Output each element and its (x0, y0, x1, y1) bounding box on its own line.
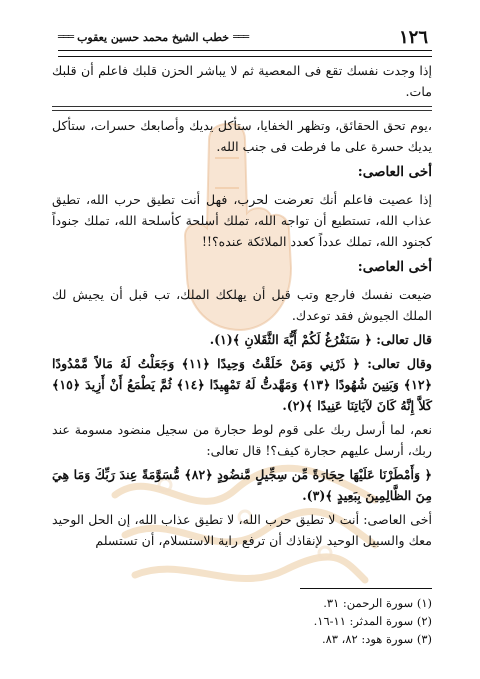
quran-verse: قال تعالى: ﴿ سَنَفْرُغُ لَكُمْ أَيُّهَ الثَّقَلانِ ﴾(١). (209, 332, 432, 347)
paragraph: إذا وجدت نفسك تقع فى المعصية ثم لا يباشر الحزن قلبك فاعلم أن قلبك مات. (52, 63, 432, 99)
paragraph: إذا عصيت فاعلم أنك تعرضت لحرب، فهل أنت تطيق حرب الله، تطيق عذاب الله، تستطيع أن تواجه الله، تملك أسلحة كأسلحة الله، تملك جنوداً كجنود الله، تملك عدداً كعدد الملائكة عنده؟!! (52, 192, 432, 249)
section-heading: أخى العاصى: (357, 164, 432, 180)
book-title: خطب الشيخ محمد حسين يعقوب (77, 30, 230, 44)
ornament-icon: ═══ (233, 31, 249, 43)
footnote: (٢) سورة المدثر: ١١-١٦. (313, 614, 432, 628)
ornament-icon: ═══ (58, 31, 74, 43)
page-number: ١٢٦ (398, 26, 428, 48)
divider (52, 106, 432, 111)
header-rule (58, 50, 432, 57)
main-text (52, 60, 432, 554)
footnote: (٣) سورة هود: ٨٢، ٨٣. (321, 632, 432, 646)
quran-verse: ﴿ وَأَمْطَرْنَا عَلَيْهَا حِجَارَةً مِّن سِجِّيلٍ مَّنضُودٍ ﴿٨٢﴾ مُّسَوَّمَةً عِندَ رَبِّكَ وَمَا هِيَ مِنَ الظَّالِمِينَ بِبَعِيدٍ ﴾(٣). (52, 467, 432, 503)
section-heading: أخى العاصى: (357, 259, 432, 275)
paragraph: ضيعت نفسك فارجع وتب قبل أن يهلكك الملك، تب قبل أن يجيش لك الملك الجيوش فقد توعدك. (52, 287, 432, 323)
footnote-rule (300, 588, 432, 589)
footnote: (١) سورة الرحمن: ٣١. (323, 596, 432, 610)
page-header (58, 26, 428, 48)
paragraph: أخى العاصى: أنت لا تطيق حرب الله، لا تطيق عذاب الله، إن الحل الوحيد معك والسبيل الوحيد لإنقاذك أن ترفع راية الاستسلام، أن تستسلم (52, 512, 432, 548)
paragraph: ،يوم تحق الحقائق، وتظهر الخفايا، ستأكل يديك وأصابعك حسرات، ستأكل يديك حسرة على ما فرطت فى جنب الله. (52, 118, 432, 154)
running-title (58, 31, 248, 44)
footnotes (140, 594, 432, 648)
quran-verse: وقال تعالى: ﴿ ذَرْنِي وَمَنْ خَلَقْتُ وَحِيدًا ﴿١١﴾ وَجَعَلْتُ لَهُ مَالاً مَّمْدُودًا ﴿١٢﴾ وَبَنِينَ شُهُودًا ﴿١٣﴾ وَمَهَّدتُّ لَهُ تَمْهِيدًا ﴿١٤﴾ ثُمَّ يَطْمَعُ أَنْ أَزِيدَ ﴿١٥﴾ كَلاَّ إِنَّهُ كَانَ لآيَاتِنَا عَنِيدًا ﴾(٢). (52, 356, 432, 413)
paragraph: نعم، لما أرسل ربك على قوم لوط حجارة من سجيل منضود مسومة عند ربك، أرسل عليهم حجارة كيف؟! قال تعالى: (52, 422, 432, 458)
